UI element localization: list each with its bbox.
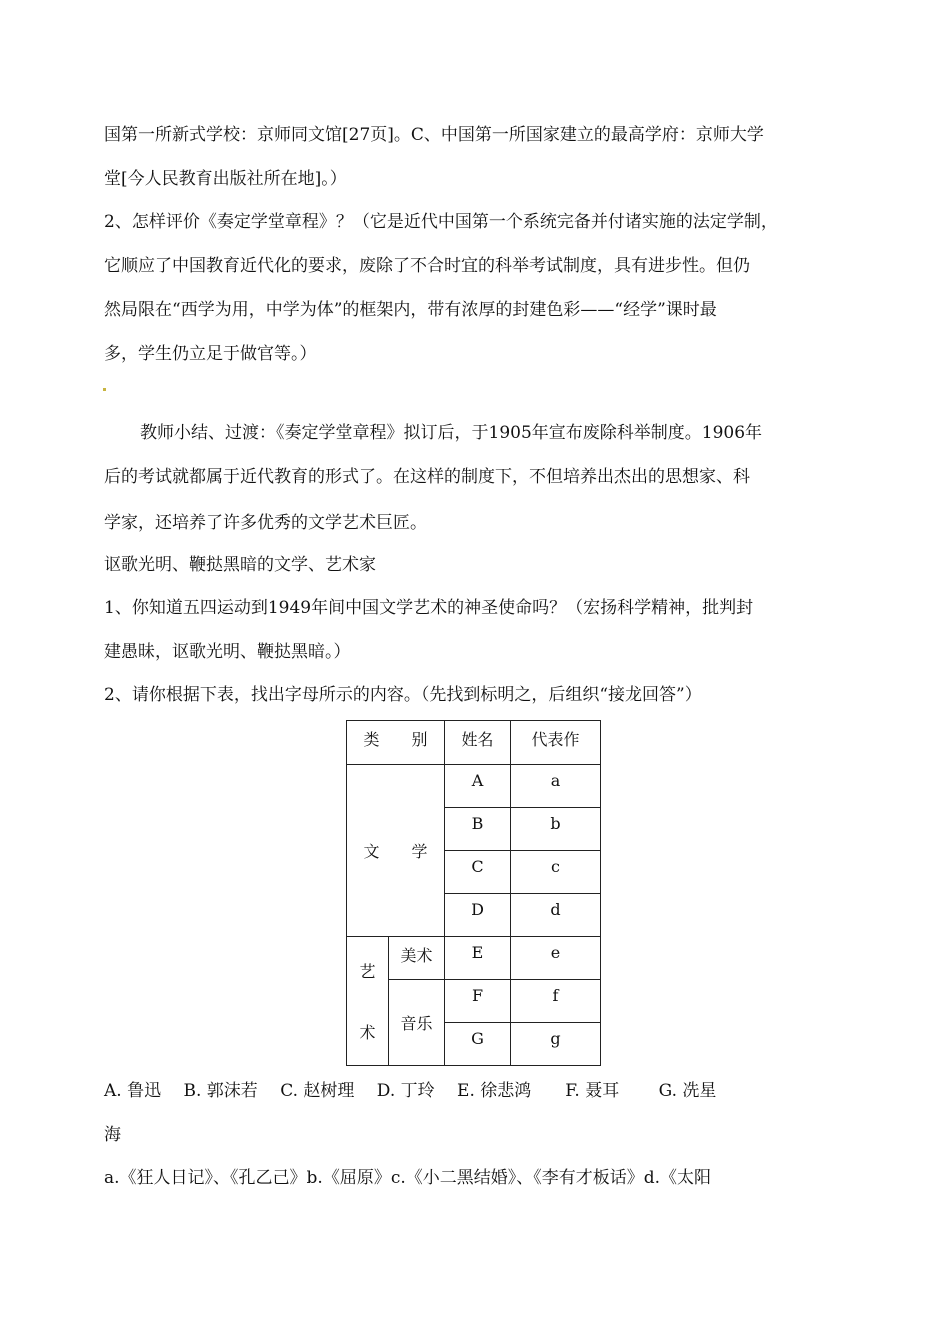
category-art bbox=[347, 937, 389, 1066]
answers-line: A. 鲁迅 B. 郭沫若 C. 赵树理 D. 丁玲 E. 徐悲鸿 F. 聂耳 G. 冼星 bbox=[104, 1081, 717, 1101]
paragraph-line: 后的考试就都属于近代教育的形式了。在这样的制度下，不但培养出杰出的思想家、科 bbox=[104, 467, 750, 487]
paragraph-line: 学家，还培养了许多优秀的文学艺术巨匠。 bbox=[104, 513, 427, 533]
name-cell: D bbox=[445, 894, 511, 937]
works-cell: f bbox=[511, 980, 601, 1023]
paragraph-line: 1、你知道五四运动到1949年间中国文学艺术的神圣使命吗？（宏扬科学精神，批判封 bbox=[104, 598, 754, 618]
name-cell: F bbox=[445, 980, 511, 1023]
works-line: a.《狂人日记》、《孔乙己》b.《屈原》c.《小二黑结婚》、《李有才板话》d.《太阳 bbox=[104, 1168, 712, 1188]
paragraph-line: 国第一所新式学校：京师同文馆[27页]。C、中国第一所国家建立的最高学府：京师大学 bbox=[104, 125, 764, 145]
works-cell: e bbox=[511, 937, 601, 980]
header-works: 代表作 bbox=[511, 721, 601, 765]
paragraph-line: 堂[今人民教育出版社所在地]。） bbox=[104, 169, 347, 189]
paragraph-line: 然局限在“西学为用，中学为体”的框架内，带有浓厚的封建色彩——“经学”课时最 bbox=[104, 300, 717, 320]
subcategory-music: 音乐 bbox=[389, 980, 445, 1066]
header-category: 类 别 bbox=[347, 721, 445, 765]
section-heading: 讴歌光明、鞭挞黑暗的文学、艺术家 bbox=[104, 555, 376, 575]
works-cell: a bbox=[511, 765, 601, 808]
answers-line: 海 bbox=[104, 1125, 121, 1145]
name-cell: G bbox=[445, 1023, 511, 1066]
name-cell: A bbox=[445, 765, 511, 808]
name-cell: C bbox=[445, 851, 511, 894]
category-art-char: 艺 bbox=[359, 962, 376, 981]
paragraph-line: 2、怎样评价《奏定学堂章程》？（它是近代中国第一个系统完备并付诸实施的法定学制， bbox=[104, 212, 778, 232]
paragraph-line: 教师小结、过渡：《奏定学堂章程》拟订后，于1905年宣布废除科举制度。1906年 bbox=[140, 423, 763, 443]
works-cell: b bbox=[511, 808, 601, 851]
name-cell: B bbox=[445, 808, 511, 851]
paragraph-line: 建愚昧，讴歌光明、鞭挞黑暗。） bbox=[104, 642, 351, 662]
header-name: 姓名 bbox=[445, 721, 511, 765]
category-literature: 文 学 bbox=[347, 765, 445, 937]
speck-mark bbox=[103, 388, 106, 391]
paragraph-line: 多，学生仍立足于做官等。） bbox=[104, 344, 317, 364]
paragraph-line: 它顺应了中国教育近代化的要求，废除了不合时宜的科举考试制度，具有进步性。但仍 bbox=[104, 256, 750, 276]
works-cell: c bbox=[511, 851, 601, 894]
name-cell: E bbox=[445, 937, 511, 980]
subcategory-fine-arts: 美术 bbox=[389, 937, 445, 980]
paragraph-line: 2、请你根据下表，找出字母所示的内容。（先找到标明之，后组织“接龙回答”） bbox=[104, 685, 702, 705]
category-art-char: 术 bbox=[359, 1023, 376, 1042]
works-cell: d bbox=[511, 894, 601, 937]
artists-table bbox=[346, 720, 601, 1066]
works-cell: g bbox=[511, 1023, 601, 1066]
